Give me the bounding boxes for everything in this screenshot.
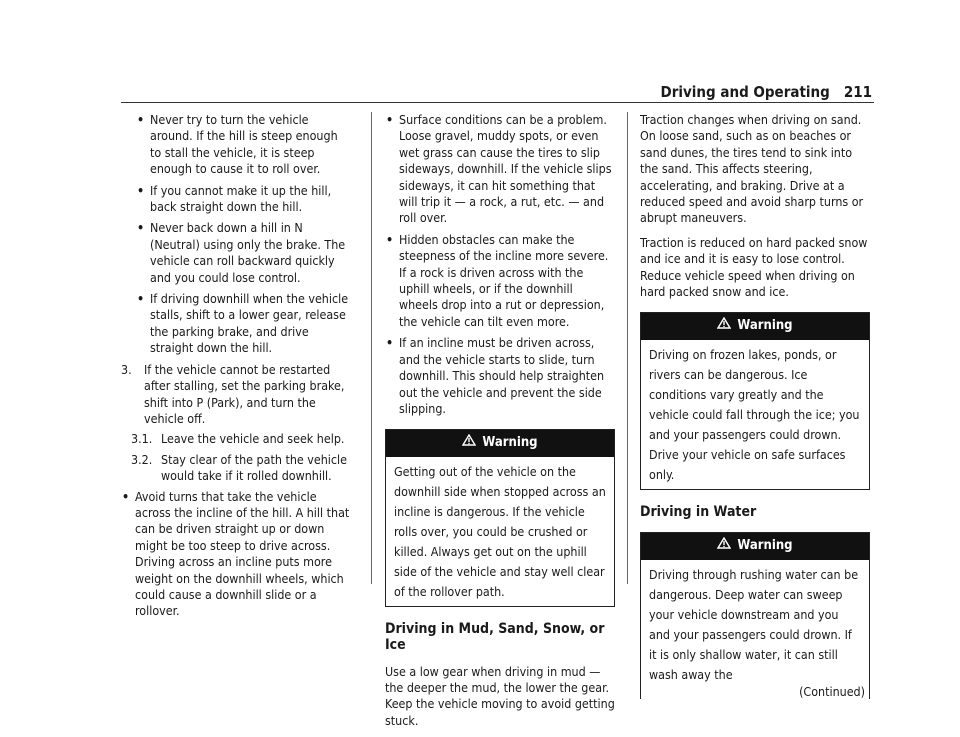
warning-triangle-icon	[717, 537, 731, 554]
section-heading: Driving in Water	[640, 503, 757, 520]
paragraph: Use a low gear when driving in mud — the deeper the mud, the lower the gear. Keep the vehicle moving to avoid getting stuck.	[385, 663, 615, 728]
substep-item	[131, 452, 351, 485]
warning-box	[640, 532, 870, 698]
bullet-item: • Avoid turns that take the vehicle across the incline of the hill. A hill that can be driven straight up or down might be too steep to drive across. Driving across an incline puts more weight on the downhill wheels, which could cause a downhill slide or a rollover.	[121, 489, 351, 620]
column-middle	[385, 112, 615, 737]
column-divider	[627, 112, 628, 584]
warning-text: Driving through rushing water can be dangerous. Deep water can sweep your vehicle downstream and you and your passengers could drown. If it is only shallow water, it can still wash away the	[649, 566, 859, 682]
substep-text: Stay clear of the path the vehicle would take if it rolled downhill.	[161, 451, 347, 484]
bullet-item: • If an incline must be driven across, and the vehicle starts to slide, turn downhill. This should help straighten out the vehicle and prevent the side slipping.	[385, 335, 615, 417]
page-header	[660, 83, 872, 101]
continued-label: (Continued)	[799, 683, 865, 699]
bullet-item: • Surface conditions can be a problem. Loose gravel, muddy spots, or even wet grass can cause the tires to slip sideways, downhill. If the vehicle slips sideways, it can hit something that will trip it — a rock, a rut, etc. — and roll over.	[385, 112, 615, 227]
bullet-item: • If you cannot make it up the hill, back straight down the hill.	[136, 183, 351, 216]
bullet-item: • Never back down a hill in N (Neutral) using only the brake. The vehicle can roll backward quickly and you could lose control.	[136, 220, 351, 286]
warning-header	[641, 313, 869, 339]
section-heading: Driving in Mud, Sand, Snow, or Ice	[385, 620, 605, 654]
step-number: 3.	[121, 361, 132, 377]
section-title: Driving and Operating	[660, 83, 830, 101]
paragraph: Traction is reduced on hard packed snow and ice and it is easy to lose control. Reduce vehicle speed when driving on hard packed snow and ice.	[640, 234, 868, 300]
warning-box	[385, 429, 615, 606]
column-left	[121, 112, 351, 625]
step-text: If the vehicle cannot be restarted after stalling, set the parking brake, shift into P (Park), and turn the vehicle off.	[144, 361, 345, 426]
page-number: 211	[843, 83, 872, 101]
warning-label: Warning	[482, 435, 538, 451]
warning-label: Warning	[737, 538, 793, 554]
substep-number: 3.2.	[131, 451, 153, 467]
substep-text: Leave the vehicle and seek help.	[161, 431, 345, 447]
bullet-item: • Hidden obstacles can make the steepness of the incline more severe. If a rock is driven across with the uphill wheels, or if the downhill wheels drop into a rut or depression, the vehicle can tilt even more.	[385, 232, 615, 330]
substep-number: 3.1.	[131, 431, 153, 447]
header-rule	[121, 102, 874, 103]
warning-text: Getting out of the vehicle on the downhill side when stopped across an incline is dangerous. If the vehicle rolls over, you could be crushed or killed. Always get out on the uphill side of the vehicle and stay well clear of the rollover path.	[394, 463, 606, 599]
warning-label: Warning	[737, 318, 793, 334]
step-item	[121, 362, 351, 428]
column-right	[640, 112, 870, 709]
bullet-item: • Never try to turn the vehicle around. If the hill is steep enough to stall the vehicle, it is steep enough to cause it to roll over.	[136, 112, 351, 178]
bullet-item: • If driving downhill when the vehicle stalls, shift to a lower gear, release the parking brake, and drive straight down the hill.	[136, 291, 351, 357]
warning-header	[641, 533, 869, 559]
paragraph: Traction changes when driving on sand. On loose sand, such as on beaches or sand dunes, the tires tend to sink into the sand. This affects steering, accelerating, and braking. Drive at a reduced speed and avoid sharp turns or abrupt maneuvers.	[640, 112, 864, 226]
warning-box	[640, 312, 870, 489]
warning-text: Driving on frozen lakes, ponds, or rivers can be dangerous. Ice conditions vary greatly and the vehicle could fall through the ice; you and your passengers could drown. Drive your vehicle on safe surfaces only.	[649, 346, 860, 482]
warning-triangle-icon	[717, 317, 731, 334]
column-divider	[371, 112, 372, 584]
substep-item	[131, 431, 351, 447]
warning-header	[386, 430, 614, 456]
warning-triangle-icon	[462, 434, 476, 451]
